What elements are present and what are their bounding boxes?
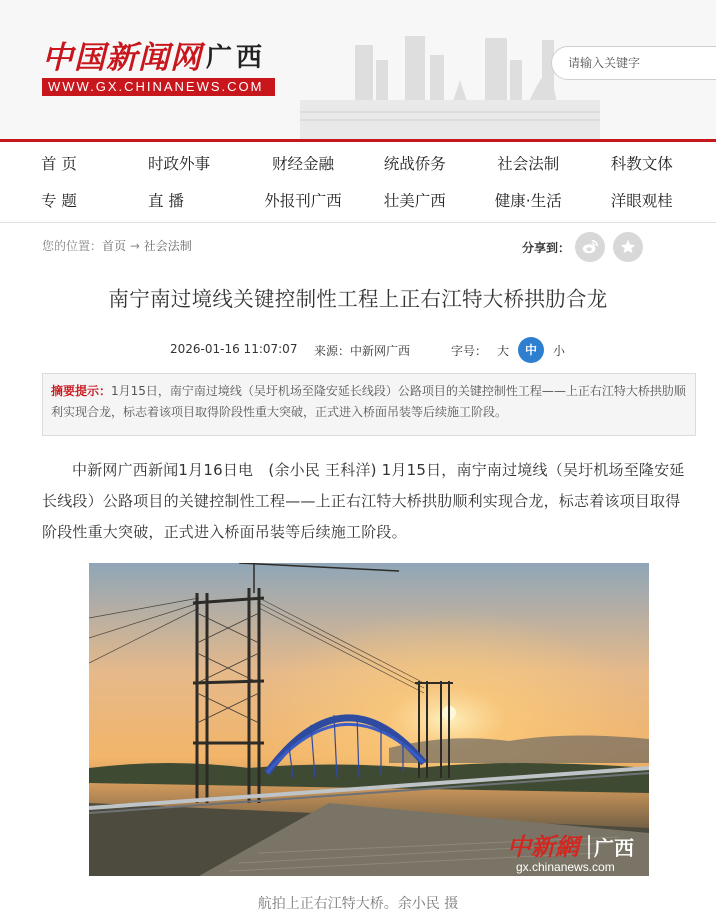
article-photo (89, 563, 649, 876)
bridge-photo-illustration (89, 563, 649, 876)
site-header (0, 0, 716, 142)
fontsize-medium-button[interactable]: 中 (518, 337, 544, 363)
article-meta (0, 337, 716, 361)
nav-item-finance[interactable]: 财经金融 (271, 155, 334, 173)
nav-item-society-law[interactable]: 社会法制 (497, 155, 560, 173)
article-title: 南宁南过境线关键控制性工程上正右江特大桥拱肋合龙 (108, 287, 608, 311)
nav-item-foreign-press[interactable]: 外报刊广西 (264, 191, 342, 210)
weibo-share-button[interactable] (575, 232, 605, 262)
logo-text: 中国新闻网 (42, 40, 202, 76)
main-nav (0, 142, 716, 223)
star-icon (619, 238, 637, 256)
nav-item-health-life[interactable]: 健康·生活 (494, 191, 562, 210)
search-input[interactable] (552, 47, 712, 79)
site-logo[interactable] (42, 38, 275, 96)
article-source: 来源：中新网广西 (314, 344, 411, 358)
nav-item-home[interactable]: 首 页 (41, 155, 77, 173)
watermark-logo: 中新網 (507, 832, 579, 861)
nav-item-science-culture[interactable]: 科教文体 (610, 155, 673, 173)
nav-item-politics[interactable]: 时政外事 (148, 155, 211, 173)
share-label: 分享到： (522, 241, 571, 255)
nav-row-2 (0, 180, 716, 219)
fontsize-label: 字号： (451, 344, 488, 358)
nav-item-beautiful-guangxi[interactable]: 壮美广西 (383, 191, 446, 210)
article-summary (42, 373, 696, 436)
favorite-share-button[interactable] (613, 232, 643, 262)
logo-url: WWW.GX.CHINANEWS.COM (42, 78, 275, 96)
article-paragraph: 中新网广西新闻1月16日电 (余小民 王科洋) 1月15日，南宁南过境线（吴圩机场至隆安延长线段）公路项目的关键控制性工程——上正右江特大桥拱肋顺利实现合龙，标志着该项目取得阶段性重大突破，正式进入桥面吊装等后续施工阶段。 (42, 461, 685, 541)
nav-item-united-front[interactable]: 统战侨务 (383, 155, 446, 173)
fontsize-small-button[interactable]: 小 (553, 344, 566, 358)
breadcrumb-separator: → (129, 239, 140, 253)
search-box (551, 46, 716, 80)
photo-caption: 航拍上正右江特大桥。余小民 摄 (257, 896, 459, 912)
header-divider (0, 139, 716, 142)
weibo-icon (581, 238, 599, 256)
watermark-url: gx.chinanews.com (516, 860, 615, 874)
breadcrumb-home-link[interactable]: 首页 (102, 239, 127, 253)
breadcrumb-prefix: 您的位置： (42, 239, 103, 253)
fontsize-large-button[interactable]: 大 (497, 344, 510, 358)
breadcrumb-current-link[interactable]: 社会法制 (143, 239, 192, 253)
nav-item-topics[interactable]: 专 题 (41, 191, 77, 210)
summary-text: 1月15日，南宁南过境线（吴圩机场至隆安延长线段）公路项目的关键控制性工程——上正右江特大桥拱肋顺利实现合龙，标志着该项目取得阶段性重大突破，正式进入桥面吊装等后续施工阶段。 (51, 384, 686, 419)
nav-row-1 (0, 142, 716, 180)
watermark-region: 广西 (594, 836, 634, 860)
summary-label: 摘要提示： (51, 384, 112, 398)
nav-item-foreign-view[interactable]: 洋眼观桂 (610, 191, 673, 210)
breadcrumb-bar (0, 223, 716, 273)
breadcrumb (42, 237, 192, 254)
logo-region: 广西 (206, 43, 267, 73)
article-date: 2026-01-16 11:07:07 (170, 342, 298, 356)
nav-item-live[interactable]: 直 播 (148, 191, 184, 210)
